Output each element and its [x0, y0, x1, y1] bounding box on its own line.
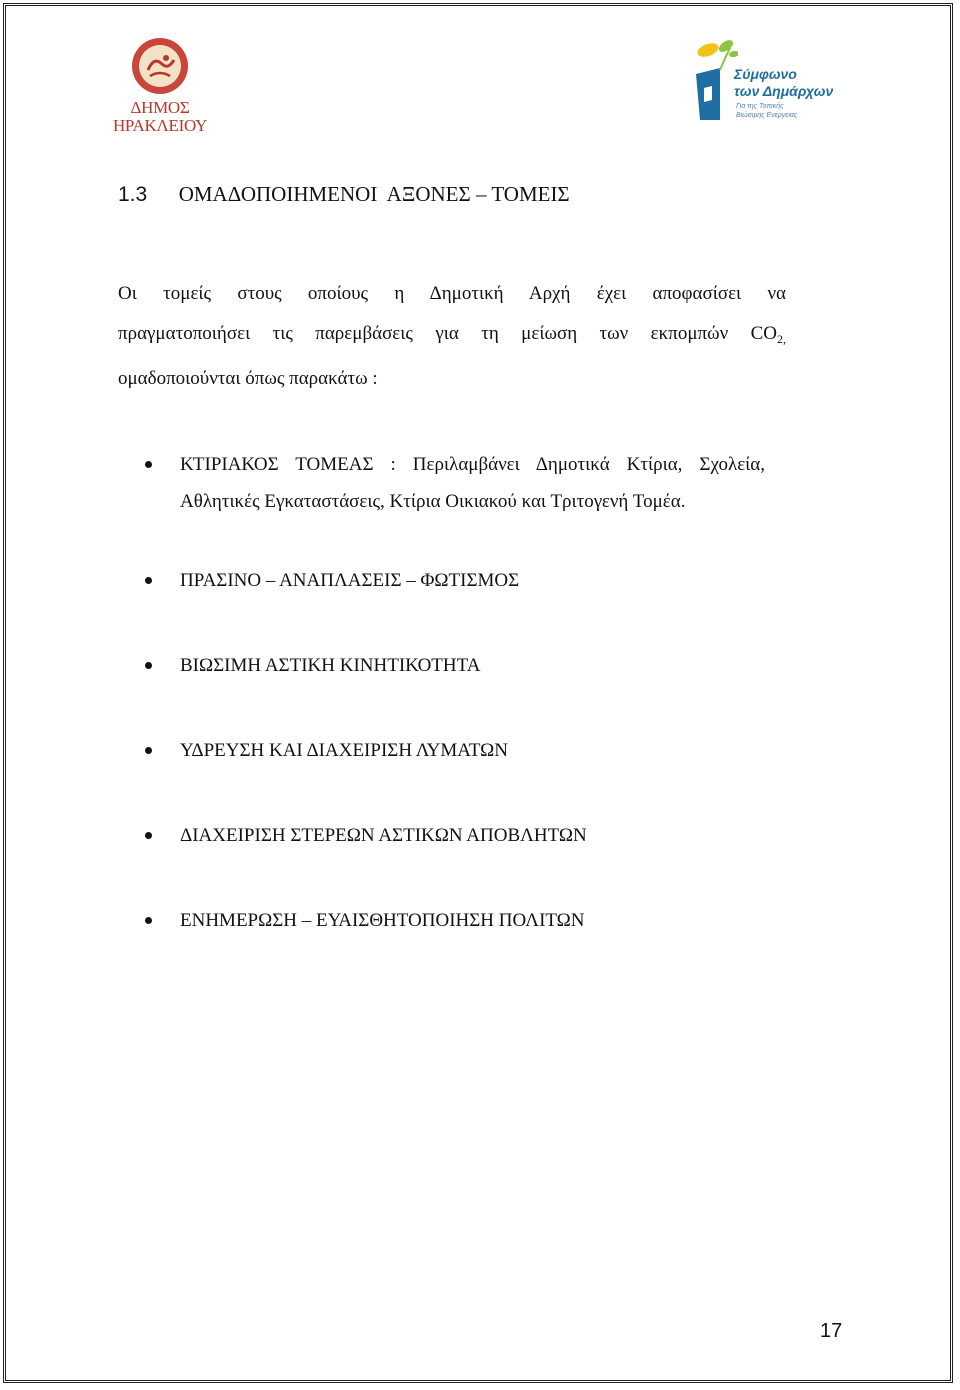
covenant-brand-line1: Σύμφωνο [734, 66, 797, 82]
municipality-logo [110, 36, 210, 140]
intro-line-1: Οι τομείς στους οποίους η Δημοτική Αρχή έχει αποφασίσει να [118, 283, 786, 304]
list-item-text: ΠΡΑΣΙΝΟ – ΑΝΑΠΛΑΣΕΙΣ – ΦΩΤΙΣΜΟΣ [180, 570, 520, 591]
municipality-name-line1: ΔΗΜΟΣ [130, 98, 190, 117]
municipality-seal-icon [110, 36, 210, 96]
covenant-tagline-line1: Για της Τοπικής [736, 103, 784, 110]
municipality-name-line2: ΗΡΑΚΛΕΙΟΥ [112, 116, 208, 135]
list-item [145, 562, 785, 599]
section-heading [118, 182, 570, 207]
list-item [145, 446, 785, 520]
bullet-icon [145, 917, 152, 924]
intro-line-2-text: πραγματοποιήσει τις παρεμβάσεις για τη μείωση των εκπομπών CO [118, 323, 777, 344]
list-item [145, 902, 785, 939]
section-title: ΟΜΑΔΟΠΟΙΗΜΕΝΟΙ ΑΞΟΝΕΣ – ΤΟΜΕΙΣ [178, 182, 570, 206]
list-item [145, 647, 785, 684]
co2-subscript: 2, [777, 332, 786, 346]
bullet-icon [145, 461, 152, 468]
bullet-icon [145, 832, 152, 839]
list-item-text: ΥΔΡΕΥΣΗ ΚΑΙ ΔΙΑΧΕΙΡΙΣΗ ΛΥΜΑΤΩΝ [180, 740, 509, 761]
intro-line-2 [118, 314, 786, 359]
list-item-text: ΚΤΙΡΙΑΚΟΣ ΤΟΜΕΑΣ : Περιλαμβάνει Δημοτικά Κτίρια, Σχολεία, Αθλητικές Εγκαταστάσεις, Κτίρια Οικιακού και Τριτογενή Τομέα. [180, 454, 765, 512]
page-number: 17 [820, 1320, 843, 1342]
list-item [145, 817, 785, 854]
covenant-of-mayors-logo [690, 36, 840, 126]
covenant-emblem-icon [690, 36, 738, 126]
intro-paragraph [118, 274, 798, 399]
bullet-icon [145, 747, 152, 754]
covenant-brand-line2: των Δημάρχων [734, 83, 834, 99]
list-item-text: ΔΙΑΧΕΙΡΙΣΗ ΣΤΕΡΕΩΝ ΑΣΤΙΚΩΝ ΑΠΟΒΛΗΤΩΝ [180, 825, 587, 846]
covenant-tagline-line2: Βιώσιμης Ενέργειας [736, 112, 798, 119]
bullet-icon [145, 577, 152, 584]
sector-list [145, 446, 785, 939]
intro-line-3: ομαδοποιούνται όπως παρακάτω : [118, 368, 378, 389]
bullet-icon [145, 662, 152, 669]
list-item-text: ΒΙΩΣΙΜΗ ΑΣΤΙΚΗ ΚΙΝΗΤΙΚΟΤΗΤΑ [180, 655, 481, 676]
list-item-text: ΕΝΗΜΕΡΩΣΗ – ΕΥΑΙΣΘΗΤΟΠΟΙΗΣΗ ΠΟΛΙΤΩΝ [180, 910, 585, 931]
section-number: 1.3 [118, 183, 148, 206]
list-item [145, 732, 785, 769]
